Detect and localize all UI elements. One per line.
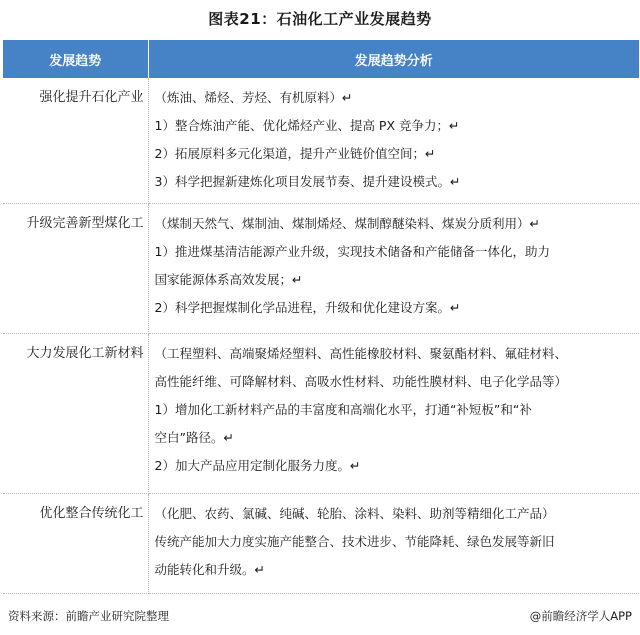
analysis-line: 高性能纤维、可降解材料、高吸水性材料、功能性膜材料、电子化学品等） xyxy=(154,373,568,389)
analysis-cell xyxy=(148,203,639,333)
analysis-line: 1）整合炼油产能、优化烯烃产业、提高 PX 竞争力；↵ xyxy=(154,118,460,133)
header-analysis: 发展趋势分析 xyxy=(148,40,639,78)
analysis-line: （化肥、农药、氯碱、纯碱、轮胎、涂料、染料、助剂等精细化工产品） xyxy=(154,505,555,521)
trend-cell: 升级完善新型煤化工 xyxy=(3,203,148,333)
trend-cell: 优化整合传统化工 xyxy=(3,493,148,593)
analysis-line: 2）科学把握煤制化学品进程，升级和优化建设方案。↵ xyxy=(154,299,461,315)
analysis-line: （炼油、烯烃、芳烃、有机原料）↵ xyxy=(154,90,353,105)
trend-cell: 强化提升石化产业 xyxy=(3,78,148,203)
analysis-line: 动能转化和升级。↵ xyxy=(154,561,265,577)
analysis-line: 3）科学把握新建炼化项目发展节奏、提升建设模式。↵ xyxy=(154,174,461,189)
analysis-cell xyxy=(148,78,639,203)
page-title: 图表21：石油化工产业发展趋势 xyxy=(208,10,432,28)
table-header-row xyxy=(3,40,639,78)
trend-cell: 大力发展化工新材料 xyxy=(3,333,148,493)
analysis-line: 传统产能加大力度实施产能整合、技术进步、节能降耗、绿色发展等新旧 xyxy=(154,533,555,549)
analysis-line: 1）推进煤基清洁能源产业升级，实现技术储备和产能储备一体化，助力 xyxy=(154,243,550,259)
analysis-line: 空白”路径。↵ xyxy=(154,429,234,445)
analysis-line: 国家能源体系高效发展；↵ xyxy=(154,271,303,287)
analysis-line: 2）拓展原料多元化渠道，提升产业链价值空间；↵ xyxy=(154,146,436,161)
table-row xyxy=(3,78,639,203)
trend-table xyxy=(3,40,639,594)
table-row xyxy=(3,203,639,333)
header-trend: 发展趋势 xyxy=(3,40,148,78)
brand-credit: @前瞻经济学人APP xyxy=(529,609,632,623)
analysis-cell xyxy=(148,333,639,493)
analysis-line: （工程塑料、高端聚烯烃塑料、高性能橡胶材料、聚氨酯材料、氟硅材料、 xyxy=(154,345,568,361)
analysis-line: （煤制天然气、煤制油、煤制烯烃、煤制醇醚染料、煤炭分质利用）↵ xyxy=(154,215,540,231)
table-row xyxy=(3,333,639,493)
source-note: 资料来源：前瞻产业研究院整理 xyxy=(8,609,169,623)
table-row xyxy=(3,493,639,593)
analysis-line: 1）增加化工新材料产品的丰富度和高端化水平，打通“补短板”和“补 xyxy=(154,401,532,417)
analysis-cell xyxy=(148,493,639,593)
analysis-line: 2）加大产品应用定制化服务力度。↵ xyxy=(154,457,361,473)
